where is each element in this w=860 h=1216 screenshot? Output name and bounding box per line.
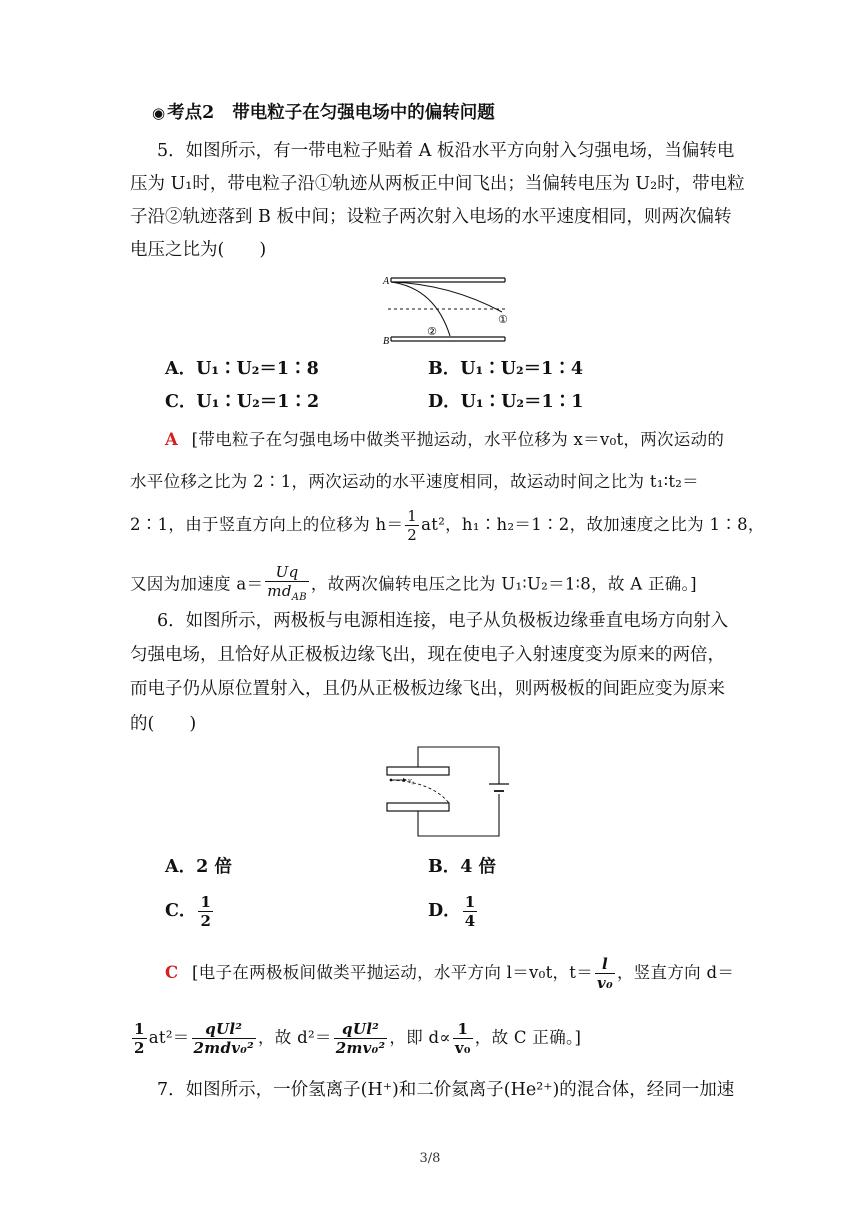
q5-option-c: C．U₁∶U₂＝1∶2 (165, 392, 320, 412)
q6-explanation-line-1 (165, 955, 734, 992)
q6-fraction-time: $\frac{l}{\text{v₀}}$ (597, 955, 613, 992)
q6-answer-letter: C (165, 963, 179, 982)
q5-explanation-line-2: 水平位移之比为 2∶1，两次运动的水平速度相同，故运动时间之比为 t₁∶t₂＝ (130, 472, 699, 491)
q7-line-1: 7．如图所示，一价氢离子(H⁺)和二价氦离子(He²⁺)的混合体，经同一加速 (157, 1080, 735, 1100)
q6-explanation-text-2c: ，即 d∝ (389, 1028, 451, 1047)
q5-line-1: 5．如图所示，有一带电粒子贴着 A 板沿水平方向射入匀强电场，当偏转电 (157, 141, 735, 161)
q6-line-4: 的( ) (130, 714, 197, 734)
q6-option-d: D． $\frac{1}{4}$ (428, 893, 476, 930)
q6-option-b: B．4 倍 (428, 857, 497, 877)
q5-line-3: 子沿②轨迹落到 B 板中间；设粒子两次射入电场的水平速度相同，则两次偏转 (130, 207, 732, 227)
q5-explanation-line-4 (130, 563, 697, 607)
q6-label-v0: v₀ (408, 776, 415, 785)
q5-option-d: D．U₁∶U₂＝1∶1 (428, 392, 584, 412)
q5-fraction-half: $\frac{1}{2}$ (407, 507, 418, 544)
q5-explanation-text-4a: 又因为加速度 a＝ (130, 574, 264, 594)
q5-line-4: 电压之比为( ) (130, 240, 267, 260)
q5-label-1: ① (498, 313, 508, 326)
q6-explanation-text-1b: ，竖直方向 d＝ (616, 963, 735, 982)
q6-option-d-fraction: $\frac{1}{4}$ (464, 893, 476, 930)
q6-circuit-figure (372, 744, 516, 840)
q6-negative-plate (387, 767, 449, 775)
q5-explanation-line-3 (130, 507, 765, 544)
q6-option-c: C． $\frac{1}{2}$ (165, 893, 211, 930)
q5-label-b: B (383, 336, 390, 347)
q6-option-c-fraction: $\frac{1}{2}$ (200, 893, 211, 930)
q5-plates-figure (380, 272, 510, 348)
q6-fraction-proportional: $\frac{1}{\text{v₀}}$ (454, 1020, 471, 1057)
q6-explanation-text-2b: ，故 d²＝ (258, 1028, 332, 1047)
q6-line-1: 6．如图所示，两极板与电源相连接，电子从负极板边缘垂直电场方向射入 (157, 611, 729, 631)
q5-label-a: A (383, 276, 390, 287)
q6-wire-top (418, 747, 499, 784)
section-label: 考点2 (167, 103, 215, 123)
q6-line-2: 匀强电场，且恰好从正极板边缘飞出，现在使电子入射速度变为原来的两倍， (130, 645, 725, 665)
q6-dashed-trajectory (391, 780, 449, 803)
q5-answer-letter: A (165, 430, 179, 449)
q6-explanation-text-2a: at²＝ (148, 1028, 190, 1047)
q6-explanation-text-1a: [电子在两极板间做类平抛运动，水平方向 l＝v₀t，t＝ (191, 963, 594, 982)
q6-explanation-line-2 (130, 1020, 581, 1057)
q6-option-a: A．2 倍 (165, 857, 232, 877)
section-heading (152, 101, 495, 125)
q5-explanation-text-1: [带电粒子在匀强电场中做类平抛运动，水平位移为 x＝v₀t，两次运动的 (191, 430, 725, 449)
q5-label-2: ② (427, 325, 437, 338)
q6-fraction-d-squared: $\frac{\text{qUl²}}{\text{2mv₀²}}$ (335, 1020, 386, 1057)
q6-line-3: 而电子仍从原位置射入，且仍从正极板边缘飞出，则两极板的间距应变为原来 (130, 679, 725, 699)
page-number: 3/8 (419, 1151, 441, 1166)
q6-fraction-half: $\frac{1}{2}$ (134, 1020, 145, 1057)
q5-line-2: 压为 U₁时，带电粒子沿①轨迹从两板正中间飞出；当偏转电压为 U₂时，带电粒 (130, 174, 745, 194)
q6-fraction-d: $\frac{\text{qUl²}}{\text{2mdv₀²}}$ (193, 1020, 254, 1057)
q5-explanation-text-3b: at²，h₁∶h₂＝1∶2，故加速度之比为 1∶8， (421, 515, 765, 534)
q5-option-b: B．U₁∶U₂＝1∶4 (428, 359, 583, 379)
q5-explanation-text-4b: ，故两次偏转电压之比为 U₁∶U₂＝1∶8，故 A 正确。] (310, 574, 697, 594)
section-title: 带电粒子在匀强电场中的偏转问题 (232, 103, 495, 123)
q5-explanation-line-1 (165, 428, 724, 452)
section-bullet-icon: ◉ (152, 104, 166, 122)
q5-explanation-text-3a: 2∶1，由于竖直方向上的位移为 h＝ (130, 515, 404, 534)
q6-explanation-text-2d: ，故 C 正确。] (474, 1028, 582, 1047)
q6-positive-plate (387, 803, 449, 811)
q5-option-a: A．U₁∶U₂＝1∶8 (165, 359, 319, 379)
q6-wire-bottom (418, 794, 499, 836)
q5-fraction-accel: $\frac{Uq}{md_{AB}}$ (267, 563, 307, 603)
